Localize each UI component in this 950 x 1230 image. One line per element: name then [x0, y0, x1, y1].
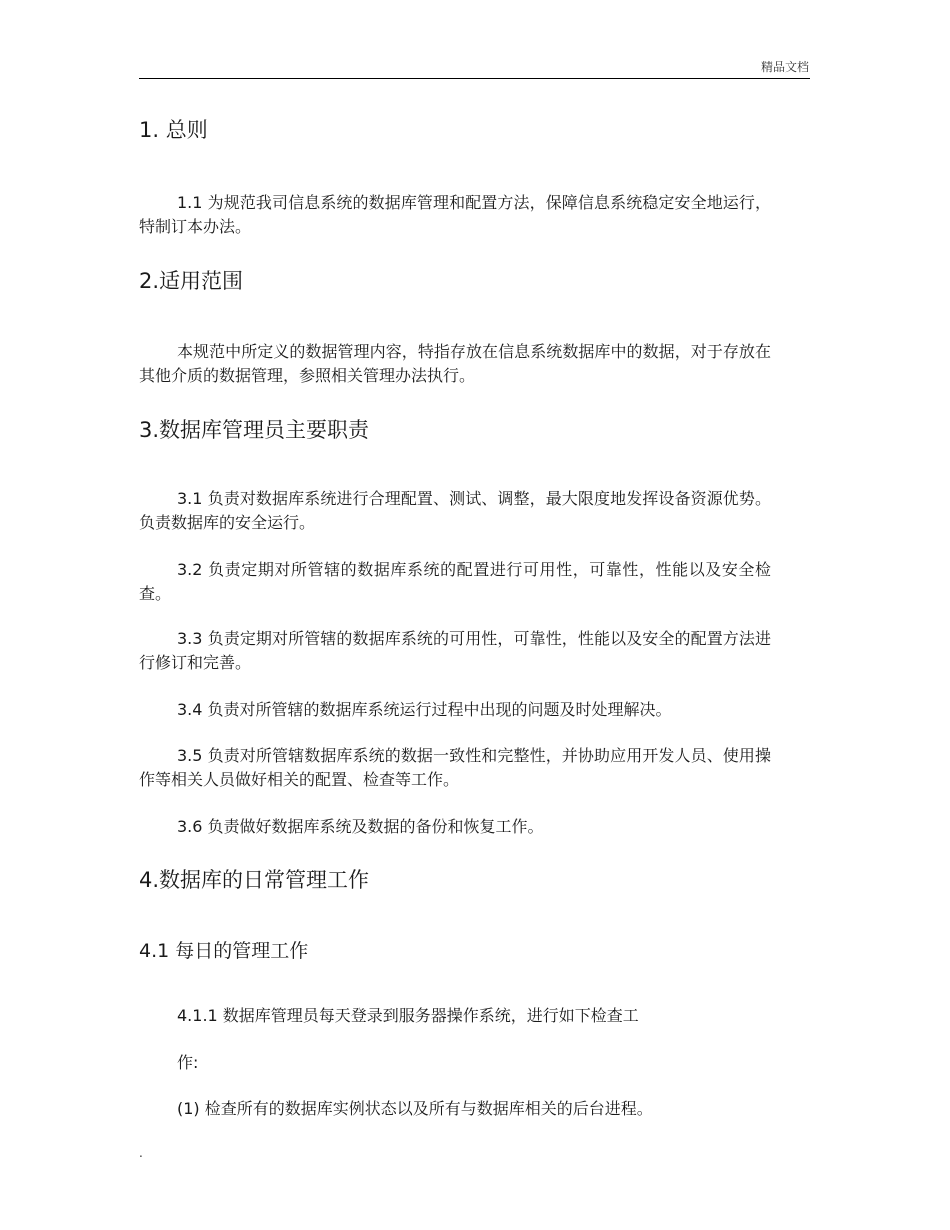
section-1-paragraph-1: 1.1 为规范我司信息系统的数据库管理和配置方法，保障信息系统稳定安全地运行，特制订本办法。 [139, 193, 771, 236]
section-1-title: 1. 总则 [139, 118, 208, 142]
section-4-1-title: 4.1 每日的管理工作 [139, 940, 309, 962]
section-3-title: 3.数据库管理员主要职责 [139, 418, 370, 442]
section-4-1-1-line-1: 4.1.1 数据库管理员每天登录到服务器操作系统，进行如下检查工 [177, 1006, 639, 1025]
page-header-label: 精品文档 [760, 60, 809, 74]
section-3-paragraph-6: 3.6 负责做好数据库系统及数据的备份和恢复工作。 [177, 817, 544, 836]
section-4-1-1-item-1: (1) 检查所有的数据库实例状态以及所有与数据库相关的后台进程。 [177, 1099, 653, 1118]
section-4-1-1-line-2: 作: [177, 1053, 199, 1072]
section-3-paragraph-1: 3.1 负责对数据库系统进行合理配置、测试、调整，最大限度地发挥设备资源优势。负责数据库的安全运行。 [139, 489, 771, 532]
section-3-paragraph-3: 3.3 负责定期对所管辖的数据库系统的可用性，可靠性，性能以及安全的配置方法进行修订和完善。 [139, 629, 771, 672]
section-3-paragraph-4: 3.4 负责对所管辖的数据库系统运行过程中出现的问题及时处理解决。 [177, 700, 672, 719]
footer-mark: . [139, 1146, 143, 1160]
section-4-title: 4.数据库的日常管理工作 [139, 868, 370, 892]
section-2-paragraph-1: 本规范中所定义的数据管理内容，特指存放在信息系统数据库中的数据，对于存放在其他介质的数据管理，参照相关管理办法执行。 [139, 342, 771, 385]
header-rule [139, 78, 810, 79]
section-3-paragraph-5: 3.5 负责对所管辖数据库系统的数据一致性和完整性，并协助应用开发人员、使用操作等相关人员做好相关的配置、检查等工作。 [139, 746, 771, 789]
section-3-paragraph-2: 3.2 负责定期对所管辖的数据库系统的配置进行可用性，可靠性，性能以及安全检查。 [139, 560, 771, 603]
section-2-title: 2.适用范围 [139, 269, 244, 293]
